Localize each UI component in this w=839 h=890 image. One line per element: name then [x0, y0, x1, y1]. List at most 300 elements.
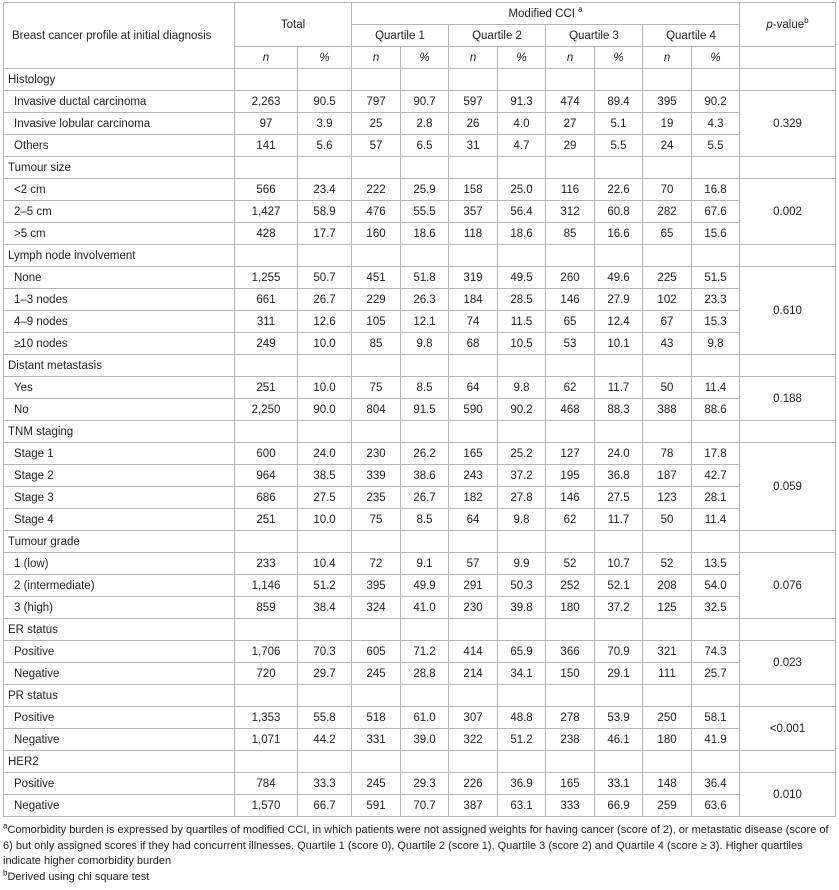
count-cell: 72	[352, 553, 401, 575]
count-cell: 214	[449, 663, 498, 685]
table-header	[4, 3, 836, 69]
empty-cell	[692, 751, 740, 773]
percent-cell: 90.2	[692, 91, 740, 113]
count-cell: 388	[643, 399, 692, 421]
empty-cell	[595, 619, 643, 641]
count-cell: 195	[546, 465, 595, 487]
count-cell: 252	[546, 575, 595, 597]
percent-cell: 52.1	[595, 575, 643, 597]
percent-cell: 33.1	[595, 773, 643, 795]
empty-cell	[740, 355, 836, 377]
percent-cell: 4.0	[498, 113, 546, 135]
section-header-row	[4, 685, 836, 707]
count-cell: 225	[643, 267, 692, 289]
percent-cell: 39.0	[401, 729, 449, 751]
count-cell: 2,263	[235, 91, 298, 113]
empty-cell	[352, 531, 401, 553]
empty-cell	[595, 421, 643, 443]
empty-cell	[740, 619, 836, 641]
percent-cell: 67.6	[692, 201, 740, 223]
empty-cell	[498, 245, 546, 267]
percent-cell: 44.2	[298, 729, 352, 751]
count-cell: 282	[643, 201, 692, 223]
row-label: Negative	[4, 729, 235, 751]
count-cell: 187	[643, 465, 692, 487]
count-cell: 74	[449, 311, 498, 333]
empty-cell	[298, 619, 352, 641]
count-cell: 184	[449, 289, 498, 311]
section-header-row	[4, 421, 836, 443]
section-title: Distant metastasis	[4, 355, 235, 377]
row-label: 1 (low)	[4, 553, 235, 575]
section-header-row	[4, 157, 836, 179]
percent-cell: 33.3	[298, 773, 352, 795]
table-row	[4, 311, 836, 333]
header-n: n	[449, 47, 498, 69]
row-label: Others	[4, 135, 235, 157]
percent-cell: 10.0	[298, 377, 352, 399]
count-cell: 720	[235, 663, 298, 685]
section-title: ER status	[4, 619, 235, 641]
percent-cell: 29.3	[401, 773, 449, 795]
breast-cancer-profile-table	[3, 2, 836, 817]
empty-cell	[546, 69, 595, 91]
count-cell: 57	[352, 135, 401, 157]
percent-cell: 39.8	[498, 597, 546, 619]
count-cell: 661	[235, 289, 298, 311]
count-cell: 605	[352, 641, 401, 663]
percent-cell: 58.9	[298, 201, 352, 223]
row-label: 2 (intermediate)	[4, 575, 235, 597]
percent-cell: 5.5	[595, 135, 643, 157]
empty-cell	[298, 245, 352, 267]
percent-cell: 49.9	[401, 575, 449, 597]
row-label: Positive	[4, 773, 235, 795]
empty-cell	[235, 751, 298, 773]
percent-cell: 29.1	[595, 663, 643, 685]
count-cell: 686	[235, 487, 298, 509]
section-header-row	[4, 245, 836, 267]
percent-cell: 66.7	[298, 795, 352, 817]
count-cell: 24	[643, 135, 692, 157]
percent-cell: 55.5	[401, 201, 449, 223]
section-header-row	[4, 619, 836, 641]
count-cell: 111	[643, 663, 692, 685]
percent-cell: 38.4	[298, 597, 352, 619]
percent-cell: 9.8	[692, 333, 740, 355]
row-label: >5 cm	[4, 223, 235, 245]
percent-cell: 4.3	[692, 113, 740, 135]
percent-cell: 50.3	[498, 575, 546, 597]
section-header-row	[4, 751, 836, 773]
count-cell: 180	[546, 597, 595, 619]
percent-cell: 28.1	[692, 487, 740, 509]
percent-cell: 18.6	[401, 223, 449, 245]
percent-cell: 63.1	[498, 795, 546, 817]
percent-cell: 15.6	[692, 223, 740, 245]
table-row	[4, 289, 836, 311]
row-label: Invasive ductal carcinoma	[4, 91, 235, 113]
table-row	[4, 707, 836, 729]
empty-cell	[740, 421, 836, 443]
percent-cell: 41.9	[692, 729, 740, 751]
count-cell: 52	[643, 553, 692, 575]
percent-cell: 10.1	[595, 333, 643, 355]
count-cell: 57	[449, 553, 498, 575]
empty-cell	[401, 157, 449, 179]
percent-cell: 4.7	[498, 135, 546, 157]
percent-cell: 27.8	[498, 487, 546, 509]
percent-cell: 22.6	[595, 179, 643, 201]
empty-cell	[352, 355, 401, 377]
count-cell: 182	[449, 487, 498, 509]
percent-cell: 41.0	[401, 597, 449, 619]
count-cell: 158	[449, 179, 498, 201]
count-cell: 322	[449, 729, 498, 751]
percent-cell: 42.7	[692, 465, 740, 487]
percent-cell: 61.0	[401, 707, 449, 729]
count-cell: 146	[546, 487, 595, 509]
count-cell: 148	[643, 773, 692, 795]
table-row	[4, 487, 836, 509]
count-cell: 75	[352, 509, 401, 531]
count-cell: 85	[546, 223, 595, 245]
p-value-cell: 0.188	[740, 377, 836, 421]
empty-cell	[449, 421, 498, 443]
empty-cell	[546, 685, 595, 707]
empty-cell	[449, 245, 498, 267]
empty-cell	[595, 245, 643, 267]
empty-cell	[546, 157, 595, 179]
percent-cell: 36.8	[595, 465, 643, 487]
percent-cell: 10.0	[298, 509, 352, 531]
p-value-cell: 0.002	[740, 179, 836, 245]
table-row	[4, 641, 836, 663]
count-cell: 31	[449, 135, 498, 157]
empty-cell	[449, 619, 498, 641]
header-total: Total	[235, 3, 352, 47]
footnote-a: $^a$Comorbidity burden is expressed by quartiles of modified CCI, in which patients were not assigned weights for having cancer (score of 2), or metastatic disease (score of 6) but only assigned scores if they had concurrent illnesses. Quartile 1 (score 0), Quartile 2 (score 1), Quartile 3 (score 2) and Quartile 4 (score ≥ 3). Higher quartiles indicate higher comorbidity burden	[3, 821, 829, 867]
empty-cell	[546, 531, 595, 553]
percent-cell: 24.0	[595, 443, 643, 465]
percent-cell: 27.5	[298, 487, 352, 509]
count-cell: 2,250	[235, 399, 298, 421]
percent-cell: 49.5	[498, 267, 546, 289]
empty-cell	[643, 751, 692, 773]
empty-cell	[595, 355, 643, 377]
percent-cell: 23.4	[298, 179, 352, 201]
row-label: 3 (high)	[4, 597, 235, 619]
count-cell: 250	[643, 707, 692, 729]
table-row	[4, 377, 836, 399]
percent-cell: 11.5	[498, 311, 546, 333]
empty-cell	[546, 245, 595, 267]
percent-cell: 9.8	[401, 333, 449, 355]
count-cell: 53	[546, 333, 595, 355]
empty-cell	[449, 685, 498, 707]
empty-cell	[352, 751, 401, 773]
count-cell: 43	[643, 333, 692, 355]
empty-cell	[740, 157, 836, 179]
percent-cell: 25.2	[498, 443, 546, 465]
percent-cell: 29.7	[298, 663, 352, 685]
count-cell: 26	[449, 113, 498, 135]
empty-cell	[692, 69, 740, 91]
count-cell: 229	[352, 289, 401, 311]
count-cell: 366	[546, 641, 595, 663]
section-title: Tumour size	[4, 157, 235, 179]
percent-cell: 9.8	[498, 377, 546, 399]
empty-cell	[352, 245, 401, 267]
empty-cell	[740, 531, 836, 553]
empty-cell	[692, 421, 740, 443]
count-cell: 339	[352, 465, 401, 487]
percent-cell: 5.6	[298, 135, 352, 157]
percent-cell: 49.6	[595, 267, 643, 289]
p-value-cell: <0.001	[740, 707, 836, 751]
percent-cell: 74.3	[692, 641, 740, 663]
empty-cell	[740, 751, 836, 773]
empty-cell	[595, 69, 643, 91]
table-row	[4, 135, 836, 157]
empty-cell	[401, 751, 449, 773]
count-cell: 226	[449, 773, 498, 795]
p-value-cell: 0.329	[740, 91, 836, 157]
count-cell: 312	[546, 201, 595, 223]
empty-cell	[740, 69, 836, 91]
row-label: 1–3 nodes	[4, 289, 235, 311]
count-cell: 566	[235, 179, 298, 201]
p-value-cell: 0.076	[740, 553, 836, 619]
row-label: ≥10 nodes	[4, 333, 235, 355]
header-n: n	[352, 47, 401, 69]
empty-cell	[692, 157, 740, 179]
empty-cell	[352, 619, 401, 641]
percent-cell: 53.9	[595, 707, 643, 729]
percent-cell: 32.5	[692, 597, 740, 619]
percent-cell: 11.4	[692, 509, 740, 531]
count-cell: 468	[546, 399, 595, 421]
header-quartile-2: Quartile 2	[449, 25, 546, 47]
count-cell: 233	[235, 553, 298, 575]
count-cell: 428	[235, 223, 298, 245]
count-cell: 64	[449, 377, 498, 399]
row-label: No	[4, 399, 235, 421]
percent-cell: 5.5	[692, 135, 740, 157]
count-cell: 311	[235, 311, 298, 333]
count-cell: 85	[352, 333, 401, 355]
count-cell: 118	[449, 223, 498, 245]
count-cell: 25	[352, 113, 401, 135]
empty-cell	[740, 685, 836, 707]
count-cell: 127	[546, 443, 595, 465]
percent-cell: 9.1	[401, 553, 449, 575]
percent-cell: 90.2	[498, 399, 546, 421]
table-row	[4, 795, 836, 817]
empty-cell	[235, 157, 298, 179]
count-cell: 146	[546, 289, 595, 311]
count-cell: 784	[235, 773, 298, 795]
count-cell: 160	[352, 223, 401, 245]
percent-cell: 25.9	[401, 179, 449, 201]
empty-cell	[595, 531, 643, 553]
count-cell: 395	[352, 575, 401, 597]
count-cell: 1,353	[235, 707, 298, 729]
header-quartile-3: Quartile 3	[546, 25, 643, 47]
empty-cell	[235, 69, 298, 91]
empty-cell	[352, 685, 401, 707]
percent-cell: 51.2	[498, 729, 546, 751]
count-cell: 387	[449, 795, 498, 817]
row-label: 2–5 cm	[4, 201, 235, 223]
count-cell: 50	[643, 509, 692, 531]
percent-cell: 12.1	[401, 311, 449, 333]
count-cell: 249	[235, 333, 298, 355]
percent-cell: 3.9	[298, 113, 352, 135]
table-row	[4, 333, 836, 355]
count-cell: 123	[643, 487, 692, 509]
count-cell: 476	[352, 201, 401, 223]
row-label: Negative	[4, 795, 235, 817]
count-cell: 230	[449, 597, 498, 619]
empty-cell	[298, 157, 352, 179]
empty-cell	[498, 69, 546, 91]
percent-cell: 13.5	[692, 553, 740, 575]
table-row	[4, 223, 836, 245]
row-label: Stage 4	[4, 509, 235, 531]
percent-cell: 26.7	[298, 289, 352, 311]
count-cell: 333	[546, 795, 595, 817]
header-n: n	[546, 47, 595, 69]
percent-cell: 51.2	[298, 575, 352, 597]
percent-cell: 90.7	[401, 91, 449, 113]
p-value-cell: 0.010	[740, 773, 836, 817]
empty-cell	[595, 685, 643, 707]
count-cell: 1,071	[235, 729, 298, 751]
empty-cell	[401, 69, 449, 91]
row-label: Positive	[4, 641, 235, 663]
count-cell: 518	[352, 707, 401, 729]
header-pct: %	[692, 47, 740, 69]
row-label: <2 cm	[4, 179, 235, 201]
count-cell: 291	[449, 575, 498, 597]
row-label: Negative	[4, 663, 235, 685]
empty-cell	[449, 751, 498, 773]
percent-cell: 65.9	[498, 641, 546, 663]
count-cell: 67	[643, 311, 692, 333]
empty-cell	[235, 685, 298, 707]
empty-cell	[235, 421, 298, 443]
table-row	[4, 773, 836, 795]
empty-cell	[298, 685, 352, 707]
count-cell: 331	[352, 729, 401, 751]
percent-cell: 48.8	[498, 707, 546, 729]
count-cell: 357	[449, 201, 498, 223]
row-label: Stage 1	[4, 443, 235, 465]
header-modified-cci: Modified CCI $^a$	[352, 3, 740, 25]
count-cell: 1,255	[235, 267, 298, 289]
percent-cell: 90.5	[298, 91, 352, 113]
percent-cell: 9.9	[498, 553, 546, 575]
percent-cell: 28.8	[401, 663, 449, 685]
count-cell: 27	[546, 113, 595, 135]
percent-cell: 34.1	[498, 663, 546, 685]
percent-cell: 17.8	[692, 443, 740, 465]
empty-cell	[352, 421, 401, 443]
percent-cell: 10.4	[298, 553, 352, 575]
percent-cell: 25.7	[692, 663, 740, 685]
percent-cell: 9.8	[498, 509, 546, 531]
percent-cell: 15.3	[692, 311, 740, 333]
empty-cell	[449, 69, 498, 91]
empty-cell	[498, 157, 546, 179]
empty-cell	[449, 355, 498, 377]
empty-cell	[643, 245, 692, 267]
percent-cell: 89.4	[595, 91, 643, 113]
empty-cell	[692, 355, 740, 377]
percent-cell: 10.5	[498, 333, 546, 355]
percent-cell: 37.2	[595, 597, 643, 619]
table-row	[4, 729, 836, 751]
p-value-cell: 0.023	[740, 641, 836, 685]
empty-cell	[692, 245, 740, 267]
section-title: HER2	[4, 751, 235, 773]
count-cell: 65	[546, 311, 595, 333]
percent-cell: 51.5	[692, 267, 740, 289]
percent-cell: 56.4	[498, 201, 546, 223]
table-row	[4, 267, 836, 289]
count-cell: 230	[352, 443, 401, 465]
p-value-cell: 0.610	[740, 267, 836, 355]
percent-cell: 10.0	[298, 333, 352, 355]
empty-cell	[643, 355, 692, 377]
row-label: Positive	[4, 707, 235, 729]
percent-cell: 8.5	[401, 377, 449, 399]
section-title: PR status	[4, 685, 235, 707]
percent-cell: 37.2	[498, 465, 546, 487]
count-cell: 78	[643, 443, 692, 465]
count-cell: 414	[449, 641, 498, 663]
empty-cell	[643, 619, 692, 641]
empty-cell	[692, 619, 740, 641]
section-header-row	[4, 69, 836, 91]
percent-cell: 11.7	[595, 377, 643, 399]
count-cell: 180	[643, 729, 692, 751]
count-cell: 116	[546, 179, 595, 201]
empty-cell	[449, 157, 498, 179]
table-row	[4, 465, 836, 487]
empty-cell	[401, 531, 449, 553]
count-cell: 97	[235, 113, 298, 135]
count-cell: 105	[352, 311, 401, 333]
section-header-row	[4, 531, 836, 553]
count-cell: 243	[449, 465, 498, 487]
count-cell: 600	[235, 443, 298, 465]
empty-cell	[498, 685, 546, 707]
empty-cell	[235, 531, 298, 553]
count-cell: 474	[546, 91, 595, 113]
table-row	[4, 179, 836, 201]
count-cell: 141	[235, 135, 298, 157]
count-cell: 52	[546, 553, 595, 575]
percent-cell: 51.8	[401, 267, 449, 289]
percent-cell: 50.7	[298, 267, 352, 289]
empty-cell	[546, 619, 595, 641]
header-n: n	[643, 47, 692, 69]
count-cell: 150	[546, 663, 595, 685]
empty-cell	[546, 355, 595, 377]
percent-cell: 70.7	[401, 795, 449, 817]
